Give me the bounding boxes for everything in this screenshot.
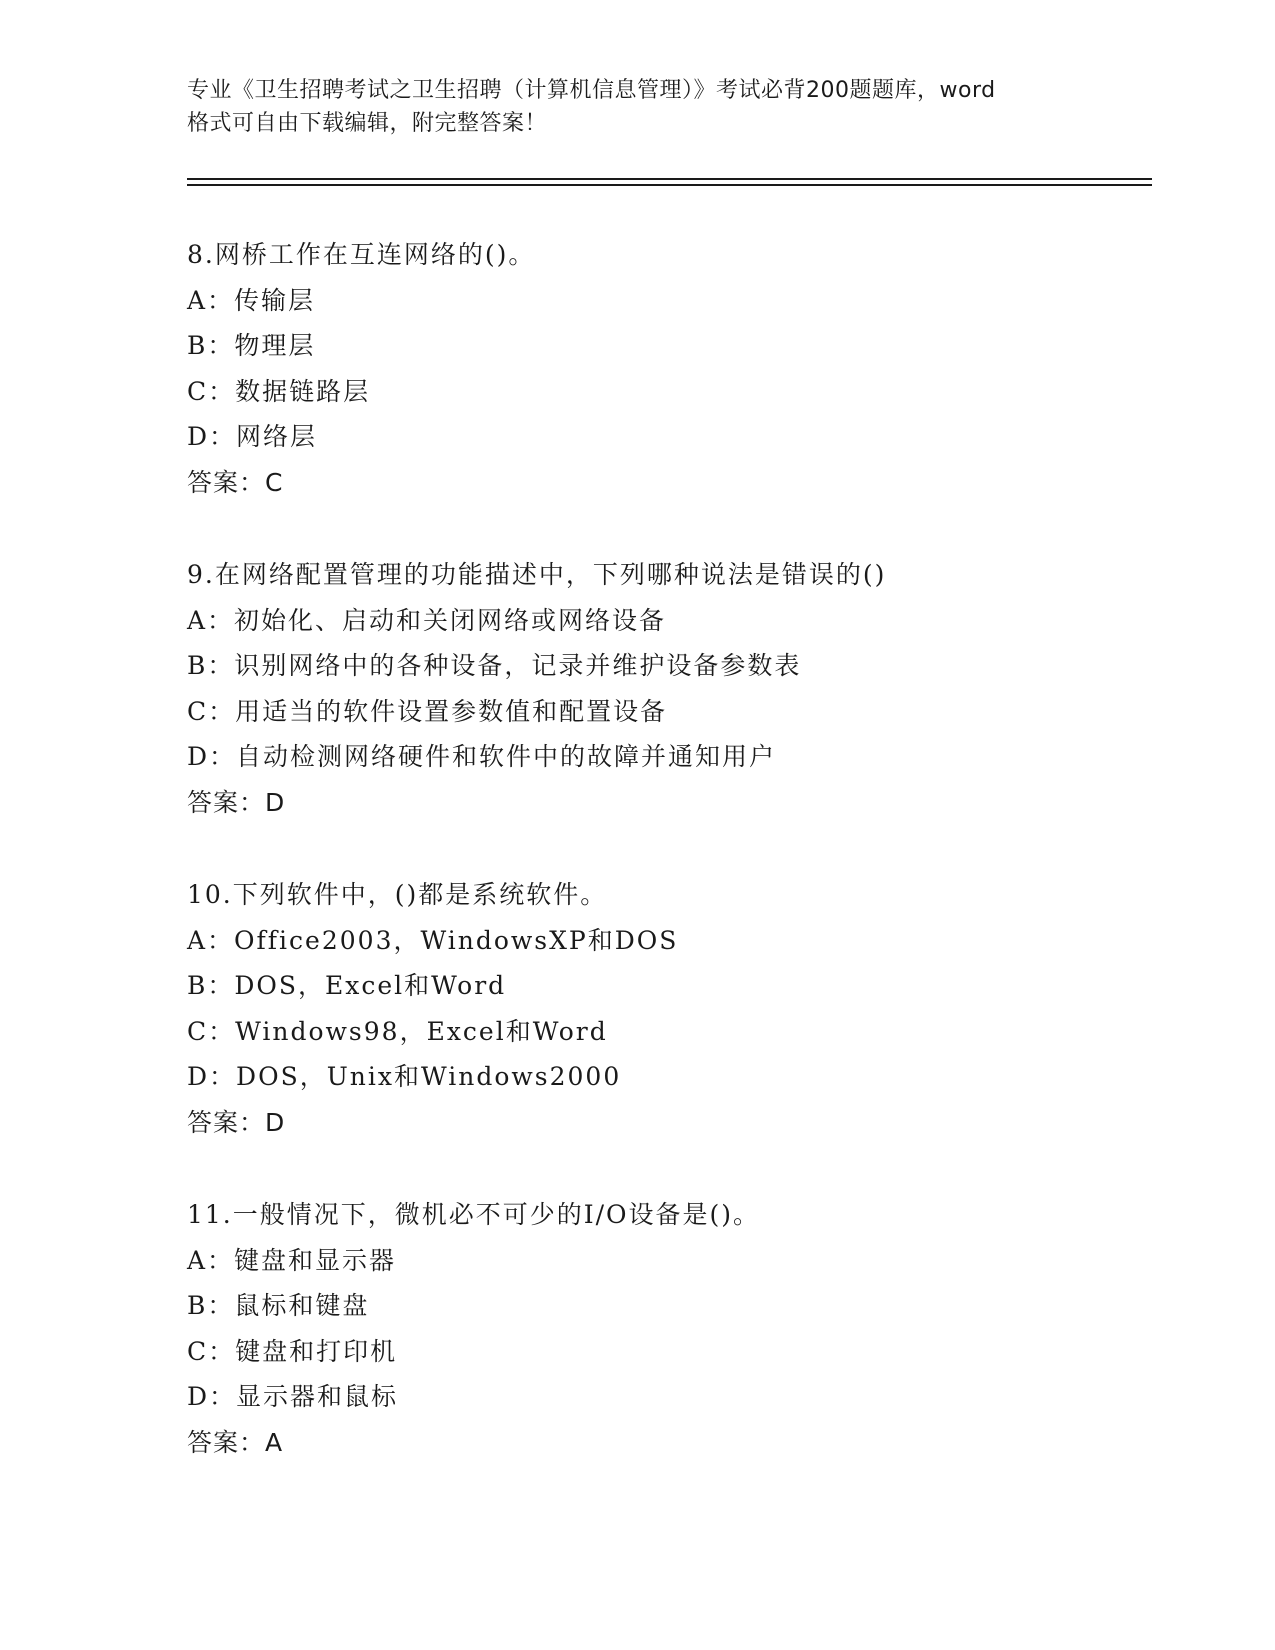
document-header <box>187 74 1087 140</box>
question-8 <box>187 232 1147 505</box>
question-stem: 11.一般情况下，微机必不可少的I/O设备是()。 <box>187 1200 761 1229</box>
option-d: D：自动检测网络硬件和软件中的故障并通知用户 <box>187 742 777 771</box>
answer-line: 答案：C <box>187 467 284 497</box>
answer-line: 答案：D <box>187 1107 286 1137</box>
option-b: B：DOS，Excel和Word <box>187 971 507 1000</box>
question-stem: 8.网桥工作在互连网络的()。 <box>187 240 536 269</box>
option-d: D：DOS，Unix和Windows2000 <box>187 1062 622 1091</box>
header-divider-top <box>187 178 1152 180</box>
header-line-2: 格式可自由下载编辑，附完整答案！ <box>187 111 548 136</box>
option-a: A：初始化、启动和关闭网络或网络设备 <box>187 605 667 635</box>
answer-line: 答案：A <box>187 1427 284 1457</box>
question-stem: 10.下列软件中，()都是系统软件。 <box>187 880 608 909</box>
option-c: C：键盘和打印机 <box>187 1336 398 1366</box>
question-list <box>187 232 1147 1512</box>
option-b: B：识别网络中的各种设备，记录并维护设备参数表 <box>187 651 802 680</box>
option-a: A：键盘和显示器 <box>187 1245 397 1275</box>
option-b: B：物理层 <box>187 331 316 360</box>
question-11 <box>187 1192 1147 1465</box>
answer-line: 答案：D <box>187 787 286 817</box>
option-c: C：用适当的软件设置参数值和配置设备 <box>187 696 668 726</box>
question-10 <box>187 872 1147 1145</box>
option-a: A：Office2003，WindowsXP和DOS <box>187 925 679 955</box>
option-a: A：传输层 <box>187 285 316 315</box>
option-d: D：显示器和鼠标 <box>187 1382 399 1411</box>
question-9 <box>187 552 1147 825</box>
option-d: D：网络层 <box>187 422 318 451</box>
option-c: C：Windows98，Excel和Word <box>187 1016 608 1046</box>
header-line-1: 专业《卫生招聘考试之卫生招聘（计算机信息管理）》考试必背200题题库，word <box>187 78 996 103</box>
option-c: C：数据链路层 <box>187 376 371 406</box>
option-b: B：鼠标和键盘 <box>187 1291 370 1320</box>
question-stem: 9.在网络配置管理的功能描述中，下列哪种说法是错误的() <box>187 560 887 589</box>
header-divider-bottom <box>187 184 1152 186</box>
